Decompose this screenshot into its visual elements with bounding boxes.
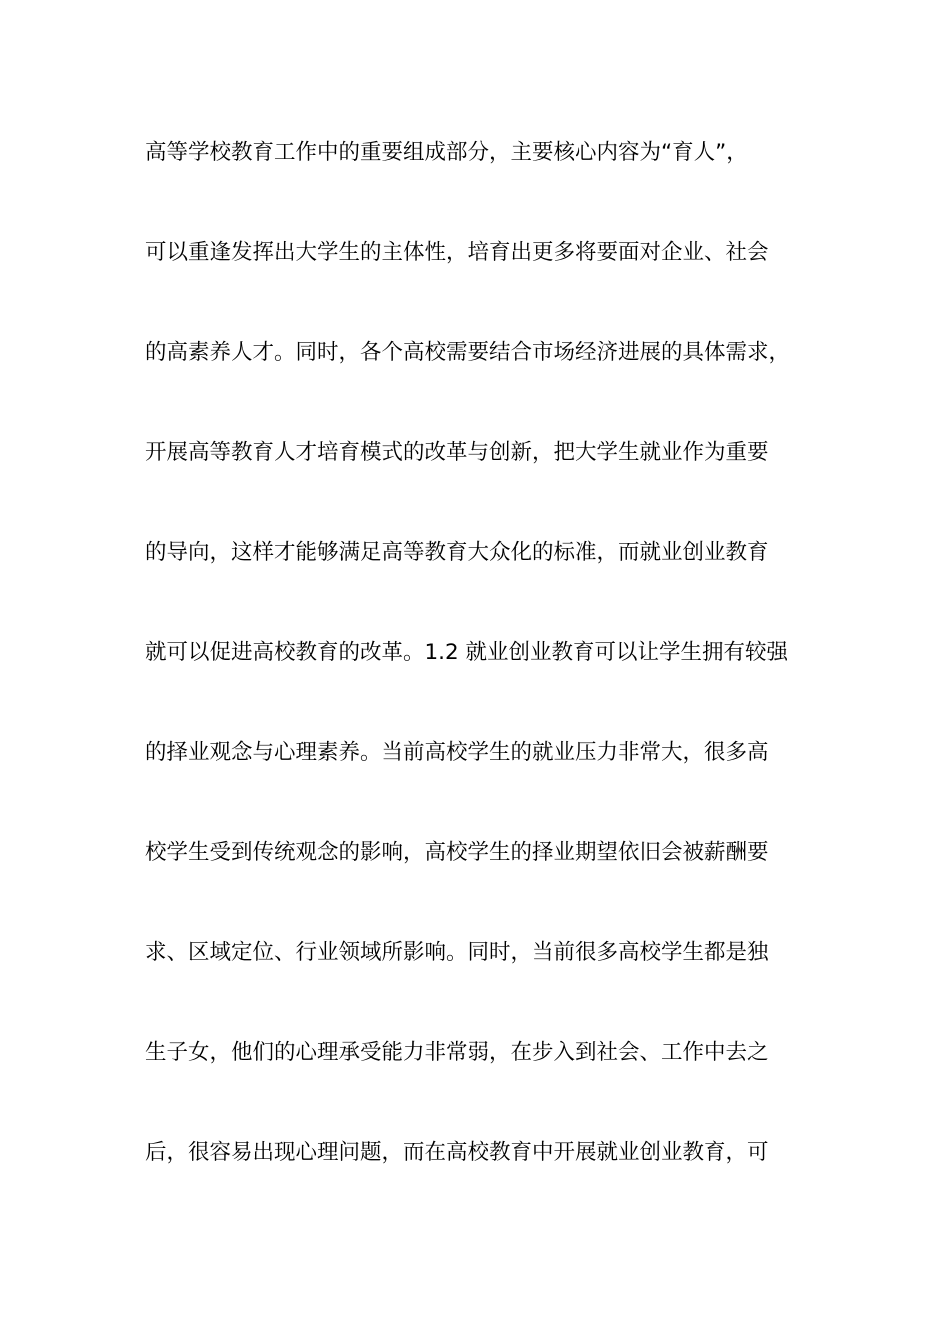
text-line: 后，很容易出现心理问题，而在高校教育中开展就业创业教育，可 — [145, 1140, 769, 1165]
text-line: 校学生受到传统观念的影响，高校学生的择业期望依旧会被薪酬要 — [145, 840, 769, 865]
body-text — [145, 128, 835, 1228]
text-line: 开展高等教育人才培育模式的改革与创新，把大学生就业作为重要 — [145, 440, 769, 465]
text-line: 可以重逢发挥出大学生的主体性，培育出更多将要面对企业、社会 — [145, 240, 769, 265]
text-line: 的高素养人才。同时，各个高校需要结合市场经济进展的具体需求， — [145, 340, 791, 365]
text-line: 的择业观念与心理素养。当前高校学生的就业压力非常大，很多高 — [145, 740, 769, 765]
text-line: 就可以促进高校教育的改革。1.2 就业创业教育可以让学生拥有较强 — [145, 640, 789, 665]
text-line: 高等学校教育工作中的重要组成部分，主要核心内容为“育人”， — [145, 140, 748, 165]
text-line: 求、区域定位、行业领域所影响。同时，当前很多高校学生都是独 — [145, 940, 769, 965]
text-line: 生子女，他们的心理承受能力非常弱，在步入到社会、工作中去之 — [145, 1040, 769, 1065]
text-line: 的导向，这样才能够满足高等教育大众化的标准，而就业创业教育 — [145, 540, 769, 565]
